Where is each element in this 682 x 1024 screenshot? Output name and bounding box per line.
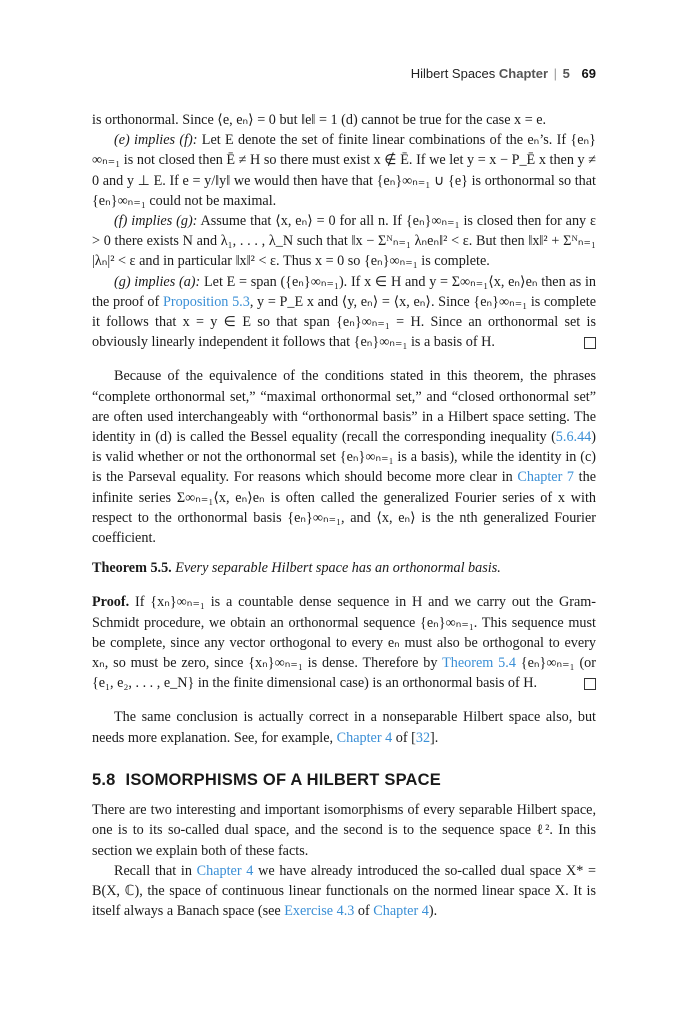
proof-label: Proof. bbox=[92, 594, 130, 611]
step-label: (g) implies (a): bbox=[114, 273, 201, 290]
chapter-number: 5 bbox=[562, 66, 570, 81]
equation-link[interactable]: 5.6.44 bbox=[555, 429, 592, 446]
header-separator: | bbox=[553, 66, 558, 81]
paragraph-continuation: is orthonormal. Since ⟨e, eₙ⟩ = 0 but ‖e‖ = 1 (d) cannot be true for the case x = e. bbox=[92, 112, 547, 128]
paragraph-equivalence: Because of the equivalence of the conditions stated in this theorem, the phrases “complete orthonormal set,” “maximal orthonormal set,” and “closed orthonormal set” are often used interchangeably with “orthonormal basis” in a Hilbert space setting. The identity in (d) is called the Bessel equality (recall the corresponding inequality (5.6.44) is valid whether or not the orthonormal set {eₙ}∞ₙ₌₁ is a basis), while the identity in (c) is the Parseval equality. For reasons which should become more clear in Chapter 7 the infinite series Σ∞ₙ₌₁⟨x, eₙ⟩eₙ is often called the generalized Fourier series of x with respect to the orthonormal basis {eₙ}∞ₙ₌₁, and ⟨x, eₙ⟩ is the nth generalized Fourier coefficient. bbox=[92, 368, 596, 547]
theorem-link[interactable]: Theorem 5.4 bbox=[442, 655, 516, 672]
qed-box bbox=[584, 678, 596, 690]
section-number: 5.8 bbox=[92, 770, 116, 789]
exercise-link[interactable]: Exercise 4.3 bbox=[284, 903, 355, 920]
paragraph-g-implies-a: (g) implies (a): Let E = span ({eₙ}∞ₙ₌₁). If x ∈ H and y = Σ∞ₙ₌₁⟨x, eₙ⟩eₙ then as in the proof of Proposition 5.3, y = P_E x and ⟨y, eₙ⟩ = ⟨x, eₙ⟩. Since {eₙ}∞ₙ₌₁ is complete it follows that x = y ∈ E so that span {eₙ}∞ₙ₌₁ = H. Since an orthonormal set is obviously linearly independent it follows that {eₙ}∞ₙ₌₁ is a basis of H. bbox=[92, 273, 596, 351]
chapter-link[interactable]: Chapter 4 bbox=[336, 729, 393, 746]
page-number: 69 bbox=[581, 66, 596, 81]
chapter-link[interactable]: Chapter 4 bbox=[373, 903, 429, 920]
running-head bbox=[411, 66, 596, 81]
theorem-label: Theorem 5.5. bbox=[92, 560, 172, 577]
paragraph-isomorphisms-intro: There are two interesting and important isomorphisms of every separable Hilbert space, one is to its so-called dual space, and the second is to the sequence space ℓ². In this section we explain both of these facts. bbox=[92, 802, 596, 859]
section-title: ISOMORPHISMS OF A HILBERT SPACE bbox=[125, 770, 441, 789]
chapter-label: Chapter bbox=[498, 66, 549, 81]
qed-box bbox=[584, 337, 596, 349]
page-body bbox=[92, 110, 596, 921]
chapter-link[interactable]: Chapter 7 bbox=[517, 469, 575, 486]
running-title: Hilbert Spaces bbox=[410, 66, 496, 81]
chapter-link[interactable]: Chapter 4 bbox=[196, 862, 254, 879]
step-label: (e) implies (f): bbox=[114, 132, 198, 149]
proof: Proof. If {xₙ}∞ₙ₌₁ is a countable dense sequence in H and we carry out the Gram-Schmidt procedure, we obtain an orthonormal sequence {eₙ}∞ₙ₌₁. This sequence must be complete, since any vector orthogonal to every eₙ must also be orthogonal to every xₙ, so must be zero, since {xₙ}∞ₙ₌₁ is dense. Therefore by Theorem 5.4 {eₙ}∞ₙ₌₁ (or {e₁, e₂, . . . , e_N} in the finite dimensional case) is an orthonormal basis of H. bbox=[92, 594, 596, 692]
theorem bbox=[92, 558, 596, 578]
theorem-text: Every separable Hilbert space has an orthonormal basis. bbox=[171, 560, 501, 577]
proposition-link[interactable]: Proposition 5.3 bbox=[162, 293, 250, 310]
paragraph-dual-space: Recall that in Chapter 4 we have already introduced the so-called dual space X* = B(X, ℂ), the space of continuous linear functionals on the normed linear space X. It is itself always a Banach space (see Exercise 4.3 of Chapter 4). bbox=[92, 862, 596, 920]
paragraph-f-implies-g: (f) implies (g): Assume that ⟨x, eₙ⟩ = 0 for all n. If {eₙ}∞ₙ₌₁ is closed then for any ε > 0 there exists N and λ₁, . . . , λ_N such that ‖x − Σᴺₙ₌₁ λₙeₙ‖² < ε. But then ‖x‖² + Σᴺₙ₌₁ |λₙ|² < ε and in particular ‖x‖² < ε. Thus x = 0 so {eₙ}∞ₙ₌₁ is complete. bbox=[92, 213, 596, 270]
citation-link[interactable]: 32 bbox=[415, 729, 431, 746]
paragraph-e-implies-f: (e) implies (f): Let E denote the set of finite linear combinations of the eₙ’s. If {eₙ}∞ₙ₌₁ is not closed then Ē ≠ H so there must exist x ∉ Ē. If we let y = x − P_Ē x then y ≠ 0 and y ⊥ E. If e = y/‖y‖ we would then have that {eₙ}∞ₙ₌₁ ∪ {e} is orthonormal so that {eₙ}∞ₙ₌₁ could not be maximal. bbox=[92, 132, 596, 209]
section-heading bbox=[92, 770, 596, 790]
step-label: (f) implies (g): bbox=[114, 213, 198, 230]
paragraph-nonseparable: The same conclusion is actually correct in a nonseparable Hilbert space also, but needs more explanation. See, for example, Chapter 4 of [32]. bbox=[92, 709, 596, 746]
